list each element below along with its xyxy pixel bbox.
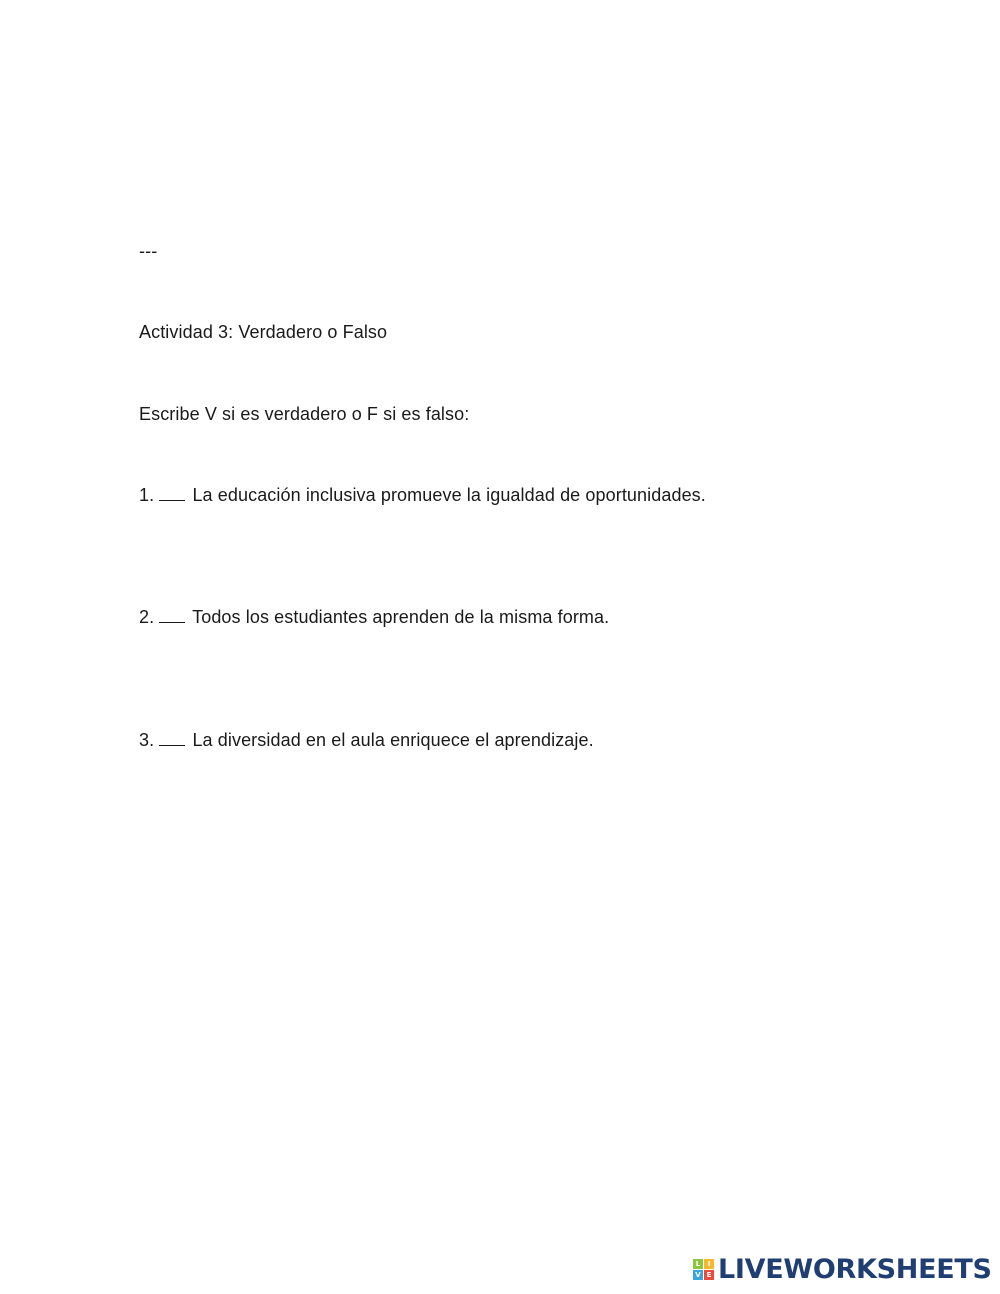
liveworksheets-logo (693, 1255, 992, 1285)
question-number: 1. (139, 485, 155, 505)
logo-mark-icon: L I V E (693, 1259, 715, 1281)
question-text: La educación inclusiva promueve la igualdad de oportunidades. (192, 485, 706, 505)
question-number: 2. (139, 607, 155, 627)
answer-blank-3[interactable] (159, 731, 185, 746)
answer-blank-1[interactable] (159, 486, 185, 501)
question-text: La diversidad en el aula enriquece el aprendizaje. (192, 730, 594, 750)
activity-title: Actividad 3: Verdadero o Falso (139, 322, 388, 342)
answer-blank-2[interactable] (159, 608, 185, 623)
question-text: Todos los estudiantes aprenden de la misma forma. (192, 607, 610, 627)
question-1 (139, 484, 706, 506)
logo-text: LIVEWORKSHEETS (718, 1254, 992, 1285)
instructions: Escribe V si es verdadero o F si es falso: (139, 404, 470, 424)
separator: --- (139, 241, 158, 261)
question-3 (139, 729, 594, 751)
question-2 (139, 606, 609, 628)
question-number: 3. (139, 730, 155, 750)
